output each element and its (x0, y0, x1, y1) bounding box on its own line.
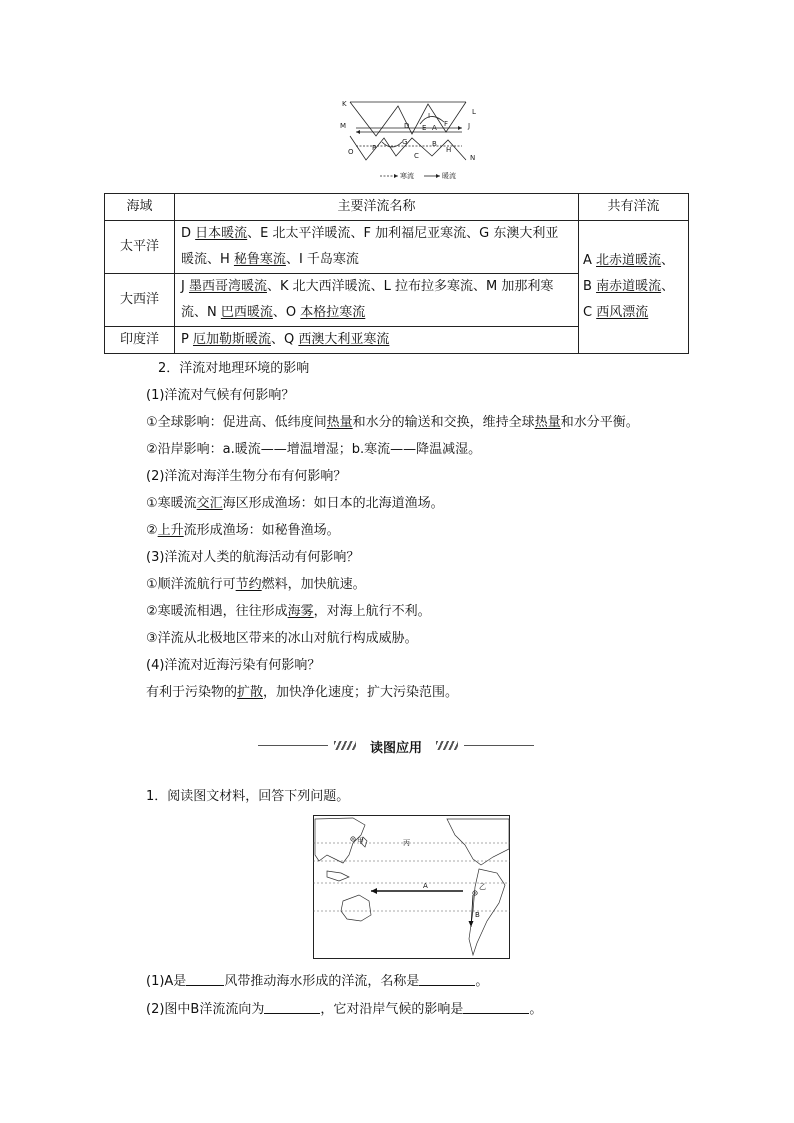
question-intro: 1．阅读图文材料，回答下列问题。 (146, 789, 350, 804)
map-label-a: A (423, 882, 428, 890)
pollution-answer: 有利于污染物的扩散，加快净化速度；扩大污染范围。 (146, 685, 459, 700)
header-region: 海域 (105, 194, 175, 221)
label-a: A (432, 124, 437, 132)
map-label-b: B (475, 911, 480, 919)
answer-blank-wind-belt[interactable] (186, 973, 224, 986)
answer-blank-current-name[interactable] (419, 973, 475, 986)
label-c: C (414, 152, 419, 160)
header-main-currents: 主要洋流名称 (175, 194, 579, 221)
region-pacific: 太平洋 (105, 221, 175, 274)
label-h: H (446, 146, 452, 154)
table-header-row (105, 194, 689, 221)
divider-rule-left (258, 745, 328, 746)
fishery-convergence: ①寒暖流交汇海区形成渔场：如日本的北海道渔场。 (146, 496, 444, 511)
ocean-currents-table (104, 193, 689, 354)
label-d: D (404, 122, 410, 130)
label-g: G (402, 138, 408, 146)
question-climate: (1)洋流对气候有何影响？ (146, 388, 295, 403)
answer-blank-climate-effect[interactable] (463, 1001, 529, 1014)
label-k: K (342, 100, 347, 108)
label-p: P (372, 144, 377, 152)
region-indian: 印度洋 (105, 327, 175, 354)
table-row-pacific (105, 221, 689, 274)
map-label-bing: 丙 (403, 839, 410, 847)
atlantic-currents: J 墨西哥湾暖流、K 北大西洋暖流、L 拉布拉多寒流、M 加那利寒 流、N 巴西暖流、O 本格拉寒流 (175, 274, 579, 327)
label-j: J (468, 122, 471, 130)
label-e: E (422, 124, 427, 132)
question-1: (1)A是 风带推动海水形成的洋流，名称是 。 (146, 974, 489, 989)
map-label-yi: 乙 (479, 883, 486, 891)
legend-warm-label: 暖流 (442, 172, 456, 180)
navigation-icebergs: ③洋流从北极地区带来的冰山对航行构成威胁。 (146, 631, 418, 646)
label-f: F (444, 120, 449, 128)
divider-stripes-left (334, 741, 356, 750)
indian-currents: P 厄加勒斯暖流、Q 西澳大利亚寒流 (175, 327, 579, 354)
climate-global: ①全球影响：促进高、低纬度间热量和水分的输送和交换，维持全球热量和水分平衡。 (146, 415, 639, 430)
label-n: N (470, 154, 476, 162)
header-shared-currents: 共有洋流 (579, 194, 689, 221)
divider-stripes-right (436, 741, 458, 750)
region-atlantic: 大西洋 (105, 274, 175, 327)
label-i: I (428, 112, 431, 120)
ocean-current-diagram (336, 98, 484, 182)
answer-blank-flow-direction[interactable] (264, 1001, 320, 1014)
divider-rule-right (464, 745, 534, 746)
climate-coastal: ②沿岸影响：a.暖流——增温增湿；b.寒流——降温减湿。 (146, 442, 482, 457)
pacific-currents: D 日本暖流、E 北太平洋暖流、F 加利福尼亚寒流、G 东澳大利亚 暖流、H 秘鲁寒流、I 千岛寒流 (175, 221, 579, 274)
label-b: B (432, 140, 437, 148)
shared-currents: A 北赤道暖流、 B 南赤道暖流、 C 西风漂流 (579, 221, 689, 354)
map-label-jia: 甲 (357, 837, 364, 845)
label-l: L (472, 108, 476, 116)
question-marine-life: (2)洋流对海洋生物分布有何影响？ (146, 469, 347, 484)
label-m: M (340, 122, 347, 130)
legend-cold-label: 寒流 (400, 172, 414, 180)
section-title: 读图应用 (369, 741, 422, 756)
navigation-fuel: ①顺洋流航行可节约燃料，加快航速。 (146, 577, 366, 592)
section-divider (258, 737, 534, 755)
label-o: O (348, 148, 354, 156)
question-navigation: (3)洋流对人类的航海活动有何影响？ (146, 550, 360, 565)
fishery-upwelling: ②上升流形成渔场：如秘鲁渔场。 (146, 523, 340, 538)
section-heading: 2．洋流对地理环境的影响 (158, 361, 310, 376)
world-map-figure (313, 815, 510, 959)
question-2: (2)图中B洋流流向为 ，它对沿岸气候的影响是 。 (146, 1002, 543, 1017)
question-pollution: (4)洋流对近海污染有何影响？ (146, 658, 321, 673)
navigation-fog: ②寒暖流相遇，往往形成海雾，对海上航行不利。 (146, 604, 431, 619)
